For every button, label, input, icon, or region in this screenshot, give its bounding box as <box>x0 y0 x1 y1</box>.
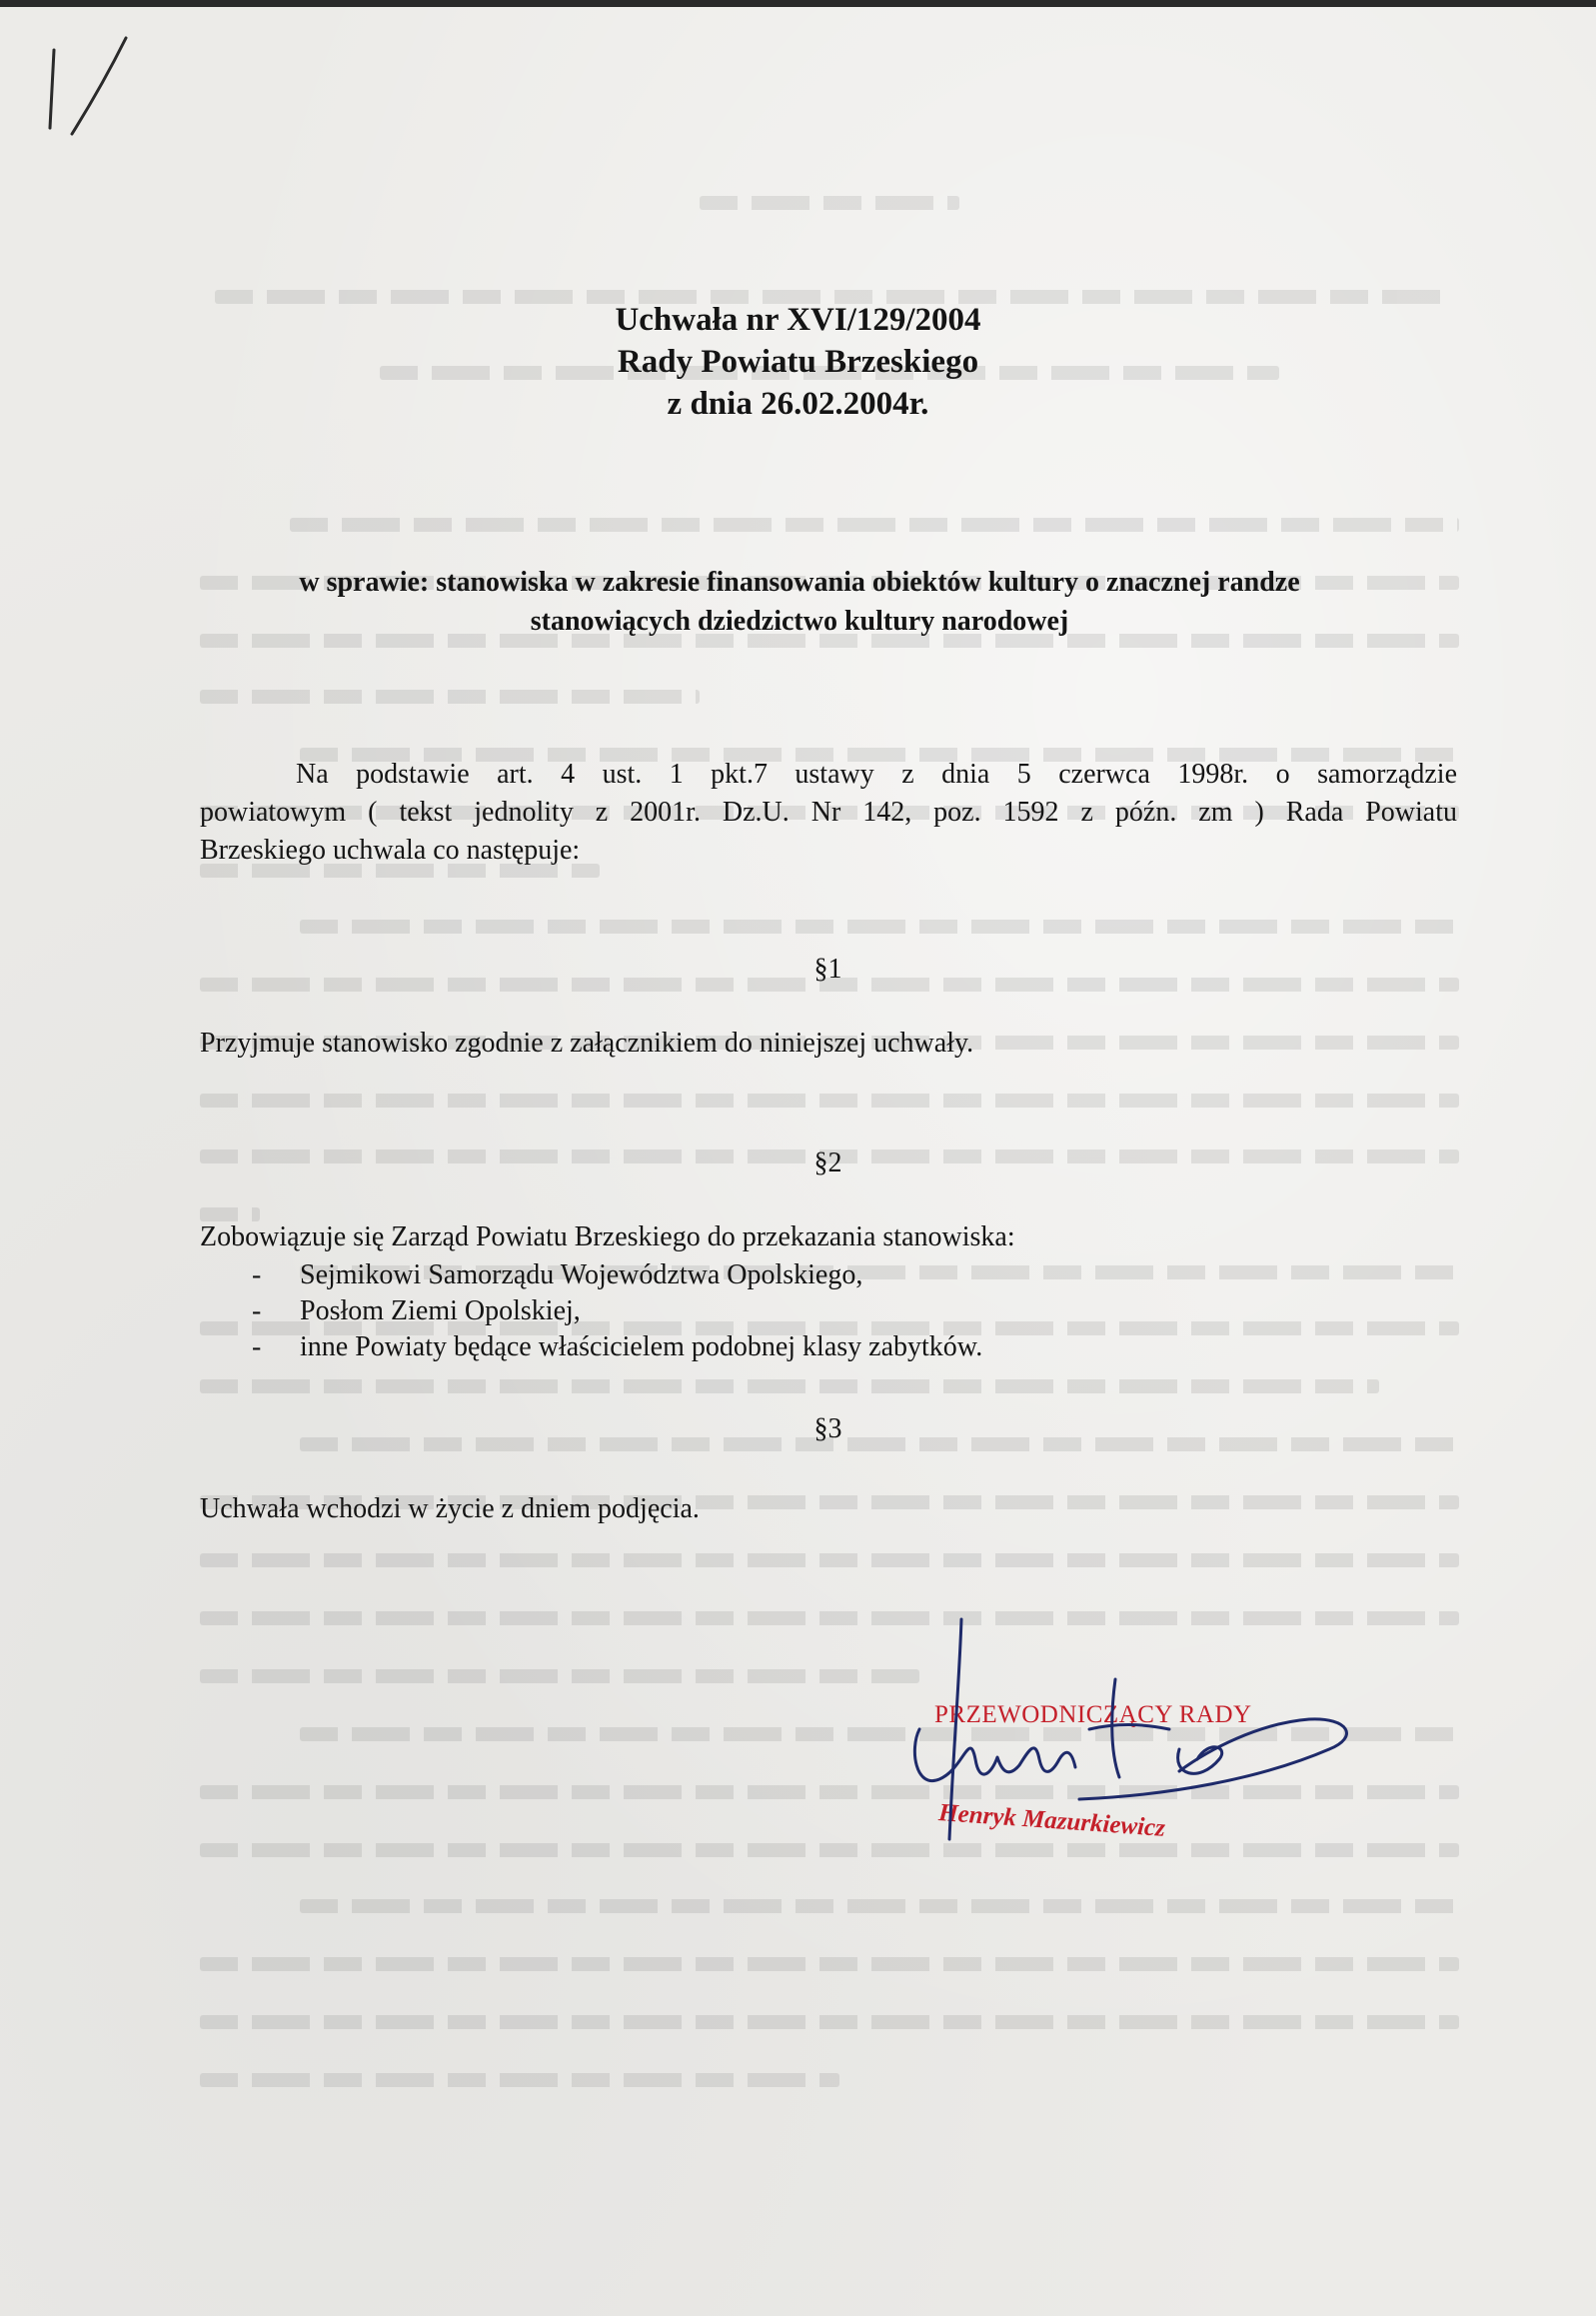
handwritten-signature <box>879 1599 1399 1859</box>
list-item: - Posłom Ziemi Opolskiej, <box>200 1293 1459 1329</box>
list-bullet: - <box>252 1295 262 1326</box>
resolution-number: Uchwała nr XVI/129/2004 <box>615 302 981 338</box>
subject-line-2: stanowiących dziedzictwo kultury narodowej <box>530 606 1069 637</box>
section-1-text: Przyjmuje stanowisko zgodnie z załącznikiem do niniejszej uchwały. <box>200 1028 974 1059</box>
legal-basis-line-1: Na podstawie art. 4 ust. 1 pkt.7 ustawy z dnia 5 czerwca 1998r. o samorządzie <box>296 759 1457 790</box>
list-bullet: - <box>252 1331 262 1362</box>
legal-basis-line-3: Brzeskiego uchwala co następuje: <box>200 835 581 866</box>
legal-basis-line-2: powiatowym ( tekst jednolity z 2001r. Dz.U. Nr 142, poz. 1592 z późn. zm ) Rada Powiatu <box>200 797 1457 828</box>
recipients-list <box>200 1257 1459 1365</box>
stamp-name: Henryk Mazurkiewicz <box>937 1799 1166 1842</box>
section-2-text: Zobowiązuje się Zarząd Powiatu Brzeskiego do przekazania stanowiska: <box>200 1221 1015 1252</box>
issuing-council: Rady Powiatu Brzeskiego <box>617 344 979 380</box>
section-3-text: Uchwała wchodzi w życie z dniem podjęcia. <box>200 1493 700 1524</box>
list-item: - inne Powiaty będące właścicielem podobnej klasy zabytków. <box>200 1329 1459 1365</box>
subject-line-1: w sprawie: stanowiska w zakresie finansowania obiektów kultury o znacznej randze <box>299 567 1300 598</box>
list-bullet: - <box>252 1259 262 1290</box>
section-1-mark: §1 <box>813 954 842 985</box>
legal-basis-paragraph <box>200 756 1457 870</box>
section-3-mark: §3 <box>813 1413 842 1444</box>
section-2-mark: §2 <box>813 1148 842 1178</box>
stamp-title: PRZEWODNICZĄCY RADY <box>934 1701 1252 1728</box>
resolution-date: z dnia 26.02.2004r. <box>667 386 929 422</box>
list-item: - Sejmikowi Samorządu Województwa Opolskiego, <box>200 1257 1459 1293</box>
